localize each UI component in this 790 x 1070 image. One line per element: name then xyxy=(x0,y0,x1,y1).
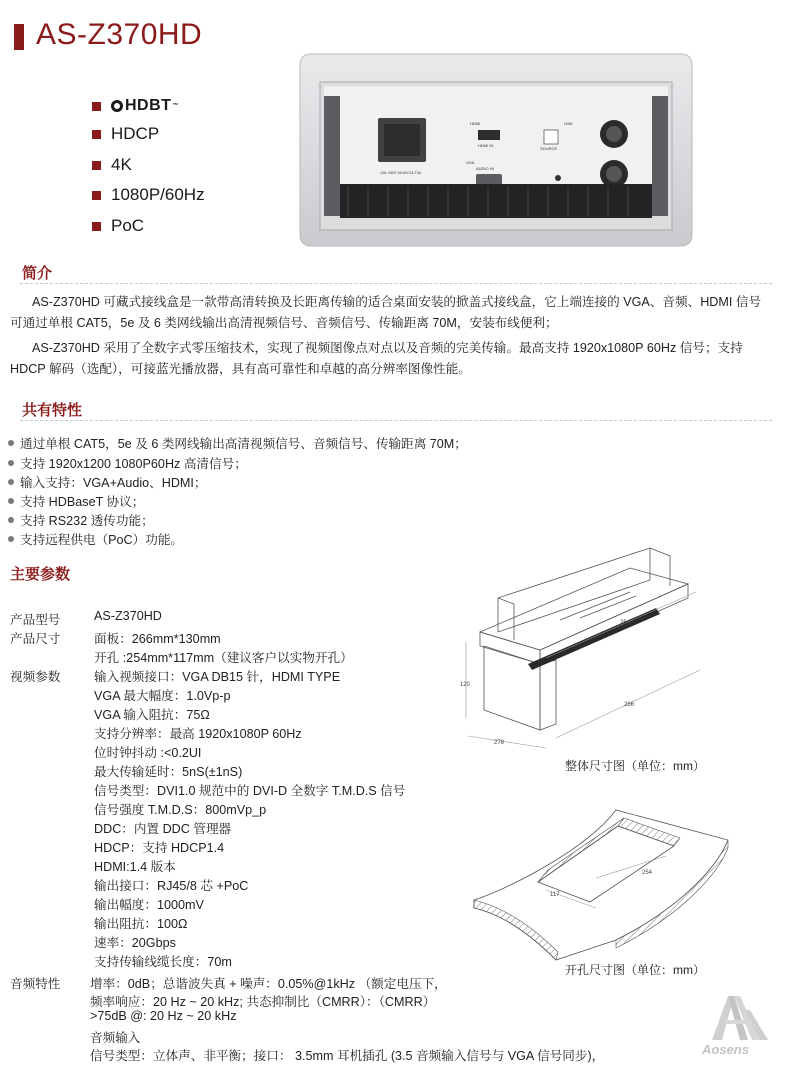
panel-label-audio-in: AUDIO IN xyxy=(476,166,494,171)
panel-label-link: LINK xyxy=(564,121,573,126)
spec-value: 支持分辨率：最高 1920x1080P 60Hz xyxy=(94,727,302,741)
product-photo xyxy=(298,52,694,248)
section-heading-specs: 主要参数 xyxy=(10,566,71,583)
spec-value: 输出幅度：1000mV xyxy=(94,898,204,912)
feature-bullet: 通过单根 CAT5，5e 及 6 类网线输出高清视频信号、音频信号、传输距离 70M； xyxy=(8,433,467,452)
section-heading-common: 共有特性 xyxy=(22,402,83,419)
title-accent-bar xyxy=(14,24,24,50)
section-divider xyxy=(20,420,772,421)
bullet-dot-icon xyxy=(8,536,14,542)
feature-bullet: 支持 1920x1200 1080P60Hz 高清信号； xyxy=(8,453,247,472)
panel-label-hdmi-in: HDMI IN xyxy=(478,143,494,148)
spec-label-size: 产品尺寸 xyxy=(10,632,61,646)
bullet-dot-icon xyxy=(8,460,14,466)
caption-cutout: 开孔尺寸图（单位：mm） xyxy=(565,963,705,977)
bullet-dot-icon xyxy=(8,440,14,446)
spec-label-video: 视频参数 xyxy=(10,670,61,684)
panel-label-hdmi: HDMI xyxy=(470,121,481,126)
feature-bullet: 支持 HDBaseT 协议； xyxy=(8,491,144,510)
section-divider xyxy=(20,283,772,284)
aosens-logo xyxy=(698,990,784,1058)
spec-value: 输入视频接口：VGA DB15 针，HDMI TYPE xyxy=(94,670,341,684)
bullet-square-icon xyxy=(92,161,101,170)
bullet-dot-icon xyxy=(8,498,14,504)
dim-width: 266 xyxy=(624,702,635,708)
feature-item: 1080P/60Hz xyxy=(92,185,205,205)
dim-height: 120 xyxy=(460,682,471,688)
spec-value: >75dB @: 20 Hz ~ 20 kHz xyxy=(90,1009,237,1023)
spec-value: 信号类型：DVI1.0 规范中的 DVI-D 全数字 T.M.D.S 信号 xyxy=(94,784,406,798)
feature-hdbt xyxy=(92,97,179,115)
overall-dimension-drawing xyxy=(460,540,720,750)
dim-cut-height: 117 xyxy=(550,892,560,898)
dim-depth: 278 xyxy=(494,740,505,746)
panel-label-source: SOURCE xyxy=(540,146,558,151)
spec-value: 音频输入 xyxy=(90,1031,141,1045)
spec-value-model: AS-Z370HD xyxy=(94,609,162,623)
dim-inner: 254 xyxy=(620,620,631,626)
spec-value: 位时钟抖动 :<0.2UI xyxy=(94,746,202,760)
feature-bullet: 支持 RS232 透传功能； xyxy=(8,510,154,529)
spec-value: 最大传输延时：5nS(±1nS) xyxy=(94,765,243,779)
bullet-square-icon xyxy=(92,222,101,231)
bullet-dot-icon xyxy=(8,479,14,485)
feature-item: 4K xyxy=(92,155,132,175)
bullet-dot-icon xyxy=(8,517,14,523)
intro-text: AS-Z370HD 可藏式接线盒是一款带高清转换及长距离传输的适合桌面安装的掀盖式接线盒，它上端连接的 VGA、音频、HDMI 信号 可通过单根 CAT5，5e 及 6 类网线输出高清视频信号、音频信号、传输距离 70M，安装布线便利； AS-Z370HD 采用了全数字式零压缩技术，实现了视频图像点对点以及音频的完美传输。最高支持 1920x1080P 60Hz 信号；支持 HDCP 解码（选配），可接蓝光播放器，具有高可靠性和卓越的高分辨率图像性能。 xyxy=(10,295,762,376)
bullet-square-icon xyxy=(92,130,101,139)
spec-value: DDC：内置 DDC 管理器 xyxy=(94,822,232,836)
panel-label-socket: 10A~250V 16/16V/14-T3A xyxy=(380,171,421,175)
aosens-logo-text: Aosens xyxy=(702,1042,749,1057)
spec-value: VGA 输入阻抗：75Ω xyxy=(94,708,210,722)
feature-item: HDCP xyxy=(92,124,159,144)
spec-value: VGA 最大幅度：1.0Vp-p xyxy=(94,689,231,703)
bullet-square-icon xyxy=(92,191,101,200)
spec-value: HDCP：支持 HDCP1.4 xyxy=(94,841,225,855)
spec-value: 面板：266mm*130mm xyxy=(94,632,221,646)
page-title: AS-Z370HD xyxy=(36,18,203,51)
section-heading-intro: 简介 xyxy=(22,265,53,282)
spec-value: 速率：20Gbps xyxy=(94,936,176,950)
spec-value: 信号类型：立体声、非平衡；接口： 3.5mm 耳机插孔 (3.5 音频输入信号与 VGA 信号同步)， xyxy=(90,1049,605,1063)
cutout-dimension-drawing xyxy=(466,790,736,965)
caption-overall: 整体尺寸图（单位：mm） xyxy=(565,759,705,773)
hdbt-logo: HDBT ™ xyxy=(111,97,179,115)
feature-item: PoC xyxy=(92,216,144,236)
spec-value: 支持传输线缆长度：70m xyxy=(94,955,232,969)
spec-value: HDMI:1.4 版本 xyxy=(94,860,176,874)
spec-label-model: 产品型号 xyxy=(10,613,61,627)
dim-cut-width: 254 xyxy=(642,870,653,876)
spec-value: 增率：0dB；总谐波失真 + 噪声：0.05%@1kHz （额定电压下， xyxy=(90,977,447,991)
panel-label-vga: VGA xyxy=(466,160,475,165)
spec-label-audio: 音频特性 xyxy=(10,977,61,991)
spec-value: 信号强度 T.M.D.S：800mVp_p xyxy=(94,803,267,817)
spec-value: 输出接口：RJ45/8 芯 +PoC xyxy=(94,879,249,893)
feature-bullet: 支持远程供电（PoC）功能。 xyxy=(8,529,183,548)
spec-value: 频率响应：20 Hz ~ 20 kHz; 共态抑制比（CMRR）：（CMRR） xyxy=(90,995,436,1009)
spec-value: 开孔 :254mm*117mm（建议客户以实物开孔） xyxy=(94,651,353,665)
feature-bullet: 输入支持：VGA+Audio、HDMI； xyxy=(8,472,207,491)
spec-value: 输出阻抗：100Ω xyxy=(94,917,188,931)
bullet-square-icon xyxy=(92,102,101,111)
